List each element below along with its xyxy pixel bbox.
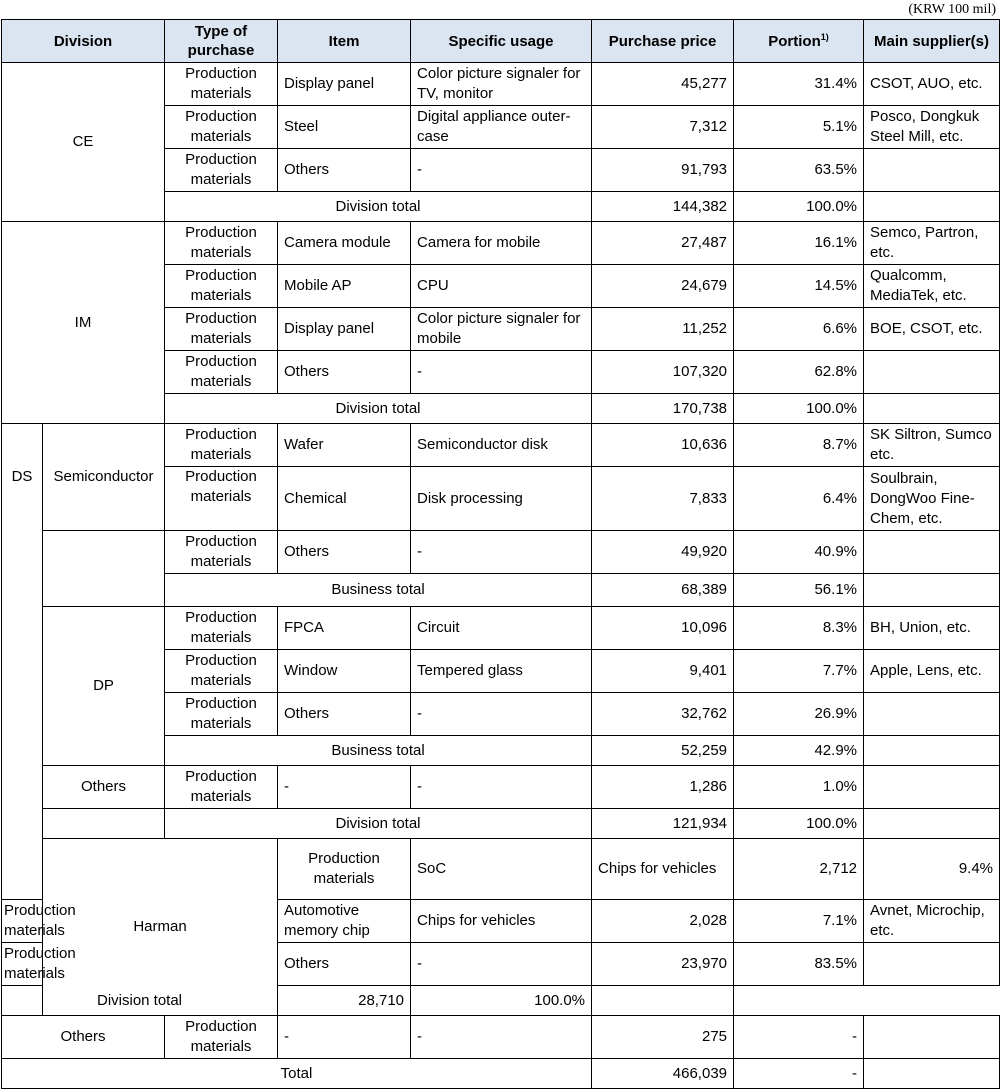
cell-usage: - — [411, 1016, 592, 1059]
cell-supplier — [864, 736, 1000, 766]
cell-usage: Disk processing — [411, 467, 592, 531]
cell-price: 2,028 — [592, 900, 734, 943]
division-total-price: 170,738 — [592, 394, 734, 424]
cell-item: Automotive memory chip — [278, 900, 411, 943]
cell-type: Production materials — [165, 650, 278, 693]
division-total-portion: 100.0% — [734, 394, 864, 424]
header-division: Division — [2, 20, 165, 63]
division-harman: Harman — [43, 839, 278, 1016]
cell-supplier — [864, 351, 1000, 394]
cell-usage: Camera for mobile — [411, 222, 592, 265]
cell-type: Production materials — [165, 106, 278, 149]
cell-price: 10,636 — [592, 424, 734, 467]
business-total-price: 68,389 — [592, 574, 734, 607]
division-total-price: 121,934 — [592, 809, 734, 839]
division-ce: CE — [2, 63, 165, 222]
cell-usage: - — [411, 766, 592, 809]
table-row — [2, 607, 1000, 650]
cell-item: FPCA — [278, 607, 411, 650]
division-total-price: 144,382 — [592, 192, 734, 222]
cell-portion: 26.9% — [734, 693, 864, 736]
cell-item: Others — [278, 943, 411, 986]
cell-type: Production materials — [165, 693, 278, 736]
cell-price: 2,712 — [734, 839, 864, 900]
division-total-portion: 100.0% — [734, 809, 864, 839]
cell-portion: 6.6% — [734, 308, 864, 351]
header-supplier: Main supplier(s) — [864, 20, 1000, 63]
cell-usage: - — [411, 149, 592, 192]
cell-item: Mobile AP — [278, 265, 411, 308]
cell-portion: 31.4% — [734, 63, 864, 106]
cell-portion: 5.1% — [734, 106, 864, 149]
cell-portion: 9.4% — [864, 839, 1000, 900]
cell-supplier: SK Siltron, Sumco etc. — [864, 424, 1000, 467]
division-total-label: Division total — [165, 192, 592, 222]
division-ds-continued — [2, 531, 43, 900]
cell-portion: 83.5% — [734, 943, 864, 986]
grand-total-label: Total — [2, 1059, 592, 1089]
cell-item: Camera module — [278, 222, 411, 265]
cell-item: SoC — [411, 839, 592, 900]
cell-type: Production materials — [165, 607, 278, 650]
business-total-label: Business total — [165, 736, 592, 766]
cell-portion: 1.0% — [734, 766, 864, 809]
cell-type: Production materials — [165, 308, 278, 351]
cell-supplier: Avnet, Microchip, etc. — [864, 900, 1000, 943]
cell-portion: 7.1% — [734, 900, 864, 943]
cell-portion: 6.4% — [734, 467, 864, 531]
cell-item: Others — [278, 531, 411, 574]
cell-portion: 8.3% — [734, 607, 864, 650]
cell-price: 27,487 — [592, 222, 734, 265]
cell-item: Window — [278, 650, 411, 693]
business-empty — [43, 809, 165, 839]
cell-price: 107,320 — [592, 351, 734, 394]
cell-supplier — [864, 531, 1000, 574]
cell-price: 91,793 — [592, 149, 734, 192]
unit-note: (KRW 100 mil) — [908, 2, 996, 17]
cell-price: 7,312 — [592, 106, 734, 149]
cell-price: 275 — [592, 1016, 734, 1059]
cell-supplier — [592, 986, 734, 1016]
cell-portion: 7.7% — [734, 650, 864, 693]
header-price: Purchase price — [592, 20, 734, 63]
cell-portion: 63.5% — [734, 149, 864, 192]
division-im: IM — [2, 222, 165, 424]
cell-type: Production materials — [2, 943, 43, 986]
cell-price: 11,252 — [592, 308, 734, 351]
business-total-label: Business total — [165, 574, 592, 607]
cell-price: 24,679 — [592, 265, 734, 308]
cell-usage: Tempered glass — [411, 650, 592, 693]
cell-type: Production materials — [278, 839, 411, 900]
cell-price: 32,762 — [592, 693, 734, 736]
cell-supplier — [864, 693, 1000, 736]
cell-usage: - — [411, 351, 592, 394]
header-usage: Specific usage — [411, 20, 592, 63]
division-total-row — [2, 986, 1000, 1016]
cell-supplier: Semco, Partron, etc. — [864, 222, 1000, 265]
cell-type: Production materials — [165, 222, 278, 265]
business-semiconductor-continued — [43, 531, 165, 607]
cell-price: 1,286 — [592, 766, 734, 809]
cell-item: Wafer — [278, 424, 411, 467]
cell-price: 23,970 — [592, 943, 734, 986]
cell-supplier — [864, 192, 1000, 222]
cell-type: Production materials — [2, 900, 43, 943]
cell-usage: CPU — [411, 265, 592, 308]
cell-supplier: Qualcomm, MediaTek, etc. — [864, 265, 1000, 308]
cell-price: 10,096 — [592, 607, 734, 650]
cell-supplier: Posco, Dongkuk Steel Mill, etc. — [864, 106, 1000, 149]
cell-portion: 14.5% — [734, 265, 864, 308]
table-row — [2, 222, 1000, 265]
cell-item: - — [278, 766, 411, 809]
cell-usage: Chips for vehicles — [411, 900, 592, 943]
table-row — [2, 63, 1000, 106]
business-total-portion: 56.1% — [734, 574, 864, 607]
table-row — [2, 839, 1000, 900]
cell-portion: - — [734, 1016, 864, 1059]
cell-type: Production materials — [165, 63, 278, 106]
cell-supplier — [864, 766, 1000, 809]
cell-supplier: BH, Union, etc. — [864, 607, 1000, 650]
cell-type: Production materials — [165, 424, 278, 467]
cell-item: Steel — [278, 106, 411, 149]
division-total-price: 28,710 — [278, 986, 411, 1016]
cell-item: Others — [278, 693, 411, 736]
cell-type: Production materials — [165, 531, 278, 574]
cell-item: Display panel — [278, 308, 411, 351]
division-total-label: Division total — [165, 394, 592, 424]
cell-item: - — [278, 1016, 411, 1059]
cell-item: Others — [278, 351, 411, 394]
table-row — [2, 766, 1000, 809]
header-item: Item — [278, 20, 411, 63]
cell-type: Production materials — [165, 766, 278, 809]
cell-supplier — [864, 943, 1000, 986]
table-row — [2, 531, 1000, 574]
cell-portion: 16.1% — [734, 222, 864, 265]
portion-footnote-marker: 1) — [820, 31, 829, 42]
header-type: Type of purchase — [165, 20, 278, 63]
cell-usage: - — [411, 943, 592, 986]
business-total-price: 52,259 — [592, 736, 734, 766]
grand-total-price: 466,039 — [592, 1059, 734, 1089]
division-total-portion: 100.0% — [411, 986, 592, 1016]
cell-supplier — [864, 1059, 1000, 1089]
cell-supplier: Soulbrain, DongWoo Fine-Chem, etc. — [864, 467, 1000, 531]
grand-total-portion: - — [734, 1059, 864, 1089]
division-total-row — [2, 809, 1000, 839]
cell-type: Production materials — [165, 1016, 278, 1059]
cell-item: Display panel — [278, 63, 411, 106]
division-others: Others — [2, 1016, 165, 1059]
cell-item: Chemical — [278, 467, 411, 531]
business-others: Others — [43, 766, 165, 809]
cell-supplier — [864, 1016, 1000, 1059]
cell-price: 45,277 — [592, 63, 734, 106]
cell-supplier: BOE, CSOT, etc. — [864, 308, 1000, 351]
cell-price: 9,401 — [592, 650, 734, 693]
cell-supplier — [864, 574, 1000, 607]
cell-price: 7,833 — [592, 467, 734, 531]
division-total-label: Division total — [2, 986, 278, 1016]
cell-price: 49,920 — [592, 531, 734, 574]
cell-portion: 40.9% — [734, 531, 864, 574]
cell-supplier — [864, 809, 1000, 839]
cell-usage: Semiconductor disk — [411, 424, 592, 467]
division-total-portion: 100.0% — [734, 192, 864, 222]
business-semiconductor: Semiconductor — [43, 424, 165, 531]
cell-portion: 8.7% — [734, 424, 864, 467]
cell-usage: Color picture signaler for mobile — [411, 308, 592, 351]
division-ds: DS — [2, 424, 43, 531]
cell-type: Production materials — [165, 149, 278, 192]
table-row — [2, 1016, 1000, 1059]
grand-total-row — [2, 1059, 1000, 1089]
cell-supplier — [864, 149, 1000, 192]
cell-usage: Chips for vehicles — [592, 839, 734, 900]
cell-supplier: Apple, Lens, etc. — [864, 650, 1000, 693]
cell-type: Production materials — [165, 265, 278, 308]
cell-type: Production materials — [165, 351, 278, 394]
cell-usage: - — [411, 531, 592, 574]
cell-item: Others — [278, 149, 411, 192]
cell-usage: Circuit — [411, 607, 592, 650]
cell-portion: 62.8% — [734, 351, 864, 394]
cell-usage: Color picture signaler for TV, monitor — [411, 63, 592, 106]
division-total-label: Division total — [165, 809, 592, 839]
header-portion: Portion$^{1)}$ — [734, 20, 864, 63]
table-row — [2, 424, 1000, 467]
business-dp: DP — [43, 607, 165, 766]
cell-usage: - — [411, 693, 592, 736]
cell-type: Production materials — [165, 467, 278, 531]
cell-usage: Digital appliance outer-case — [411, 106, 592, 149]
cell-supplier: CSOT, AUO, etc. — [864, 63, 1000, 106]
purchase-table — [1, 19, 1000, 1089]
cell-supplier — [864, 394, 1000, 424]
business-total-portion: 42.9% — [734, 736, 864, 766]
